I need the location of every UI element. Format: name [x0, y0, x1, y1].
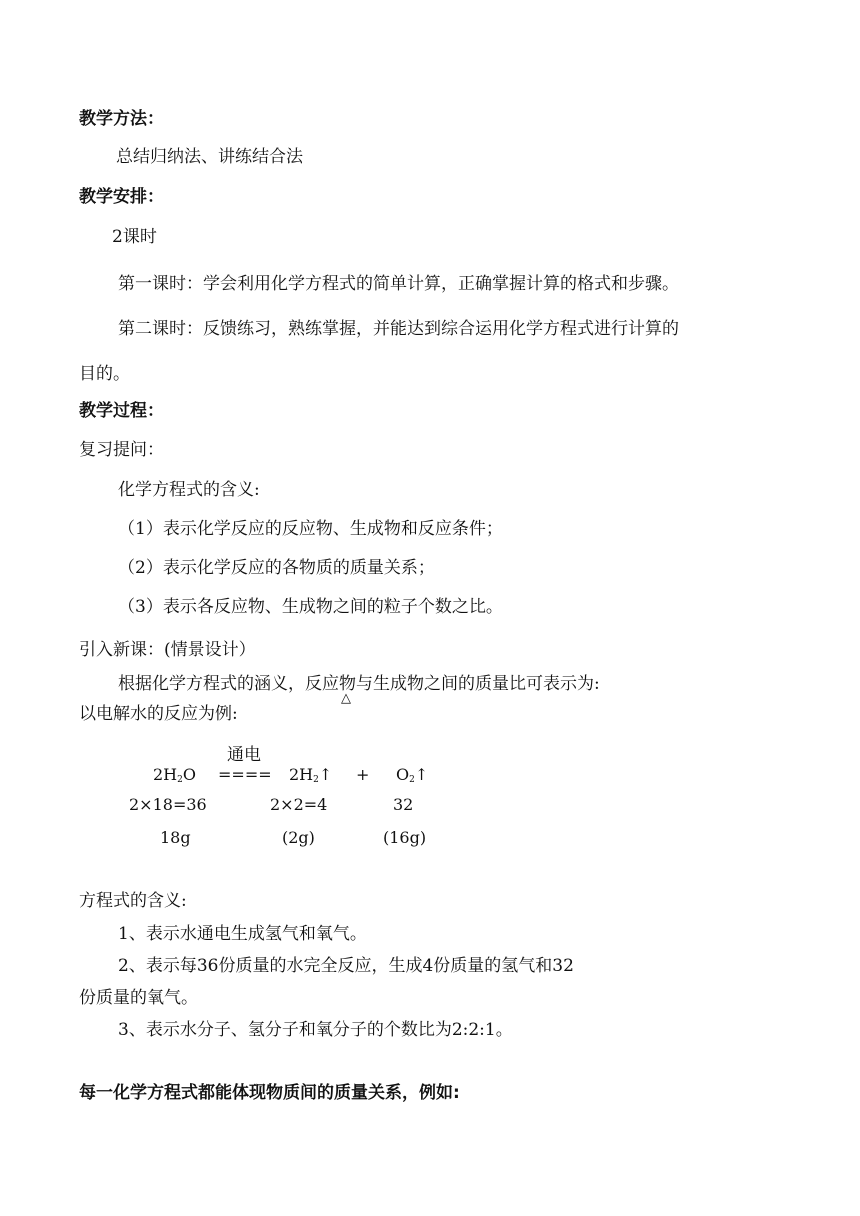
heading-teaching-arrangement: 教学安排： [79, 187, 164, 207]
meaning-item-1: 1、表示水通电生成氢气和氧气。 [118, 924, 367, 944]
lesson-hours: 2课时 [112, 227, 157, 247]
teaching-method-text: 总结归纳法、讲练结合法 [116, 147, 303, 167]
product1-subscript: 2 [313, 775, 319, 785]
review-item-1: （1）表示化学反应的反应物、生成物和反应条件； [118, 519, 503, 539]
product-hydrogen [289, 765, 332, 790]
grams-water: 18g [160, 828, 191, 847]
product2-subscript: 2 [409, 775, 415, 785]
reactant-water [153, 765, 196, 790]
product1-coef: 2H [289, 765, 314, 784]
product2-symbol: O [396, 765, 410, 784]
meaning-item-2-line2: 份质量的氧气。 [79, 988, 198, 1008]
review-title: 复习提问： [79, 440, 164, 460]
lesson-two-text-line2: 目的。 [79, 364, 130, 384]
reaction-condition: 通电 [227, 745, 261, 765]
mass-hydrogen: 2×2=4 [270, 795, 328, 814]
heading-teaching-process: 教学过程： [79, 401, 164, 421]
grams-hydrogen: (2g) [282, 828, 315, 847]
reactant-tail: O [182, 765, 196, 784]
grams-oxygen: (16g) [383, 828, 427, 847]
heating-triangle-symbol: △ [341, 691, 351, 706]
equation-meaning-label: 化学方程式的含义: [118, 480, 260, 500]
intro-line1: 根据化学方程式的涵义，反应物与生成物之间的质量比可表示为: [118, 674, 600, 694]
product-oxygen [396, 765, 428, 790]
closing-statement: 每一化学方程式都能体现物质间的质量关系，例如: [79, 1083, 460, 1103]
lesson-two-text-line1: 第二课时：反馈练习，熟练掌握，并能达到综合运用化学方程式进行计算的 [118, 319, 679, 339]
heading-teaching-method: 教学方法： [79, 109, 164, 129]
meaning-title: 方程式的含义: [79, 891, 187, 911]
intro-line2: 以电解水的反应为例: [79, 704, 238, 724]
plus-sign: + [356, 765, 370, 784]
reaction-arrow: ==== [218, 765, 272, 784]
mass-oxygen: 32 [393, 795, 414, 814]
intro-title: 引入新课：(情景设计） [79, 640, 256, 660]
review-item-2: （2）表示化学反应的各物质的质量关系； [118, 558, 435, 578]
mass-water: 2×18=36 [129, 795, 207, 814]
meaning-item-3: 3、表示水分子、氢分子和氧分子的个数比为2:2:1。 [118, 1020, 513, 1040]
reactant-subscript: 2 [177, 775, 183, 785]
lesson-one-text: 第一课时：学会利用化学方程式的简单计算，正确掌握计算的格式和步骤。 [118, 274, 679, 294]
gas-arrow-icon: ↑ [414, 765, 429, 784]
reactant-coef: 2H [153, 765, 178, 784]
meaning-item-2-line1: 2、表示每36份质量的水完全反应，生成4份质量的氢气和32 [118, 956, 574, 976]
review-item-3: （3）表示各反应物、生成物之间的粒子个数之比。 [118, 597, 503, 617]
gas-arrow-icon: ↑ [318, 765, 333, 784]
